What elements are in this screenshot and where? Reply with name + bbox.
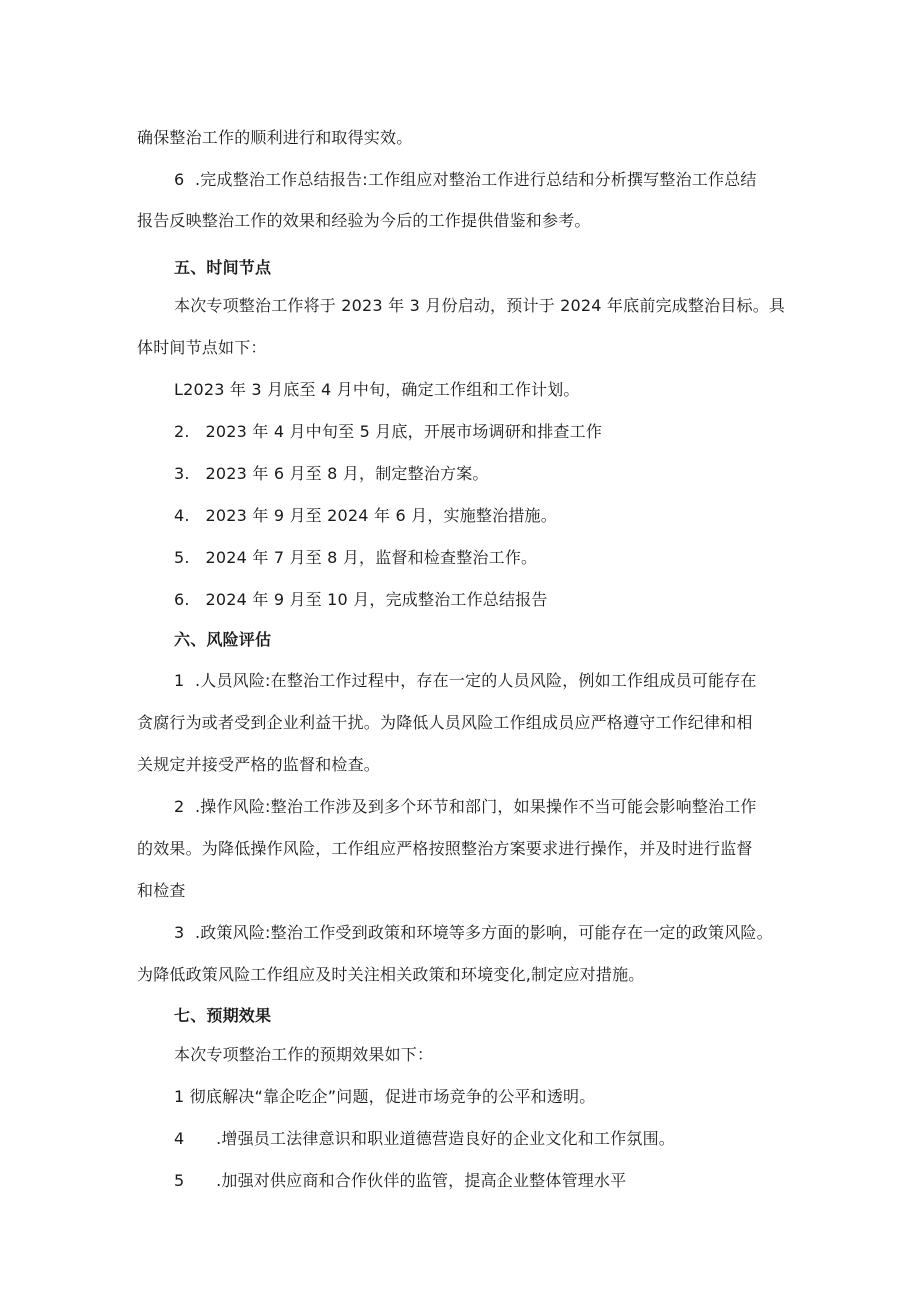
section-heading-expected-effects: 七、预期效果 [174,1006,272,1025]
risk-item-personnel: 1 .人员风险:在整治工作过程中，存在一定的人员风险，例如工作组成员可能存在 [174,671,757,690]
paragraph-line: 报告反映整治工作的效果和经验为今后的工作提供借鉴和参考。 [137,211,591,230]
effect-item: 4 .增强员工法律意识和职业道德营造良好的企业文化和工作氛围。 [174,1129,675,1148]
timeline-item: 2. 2023 年 4 月中旬至 5 月底，开展市场调研和排查工作 [174,422,603,441]
paragraph-line: 本次专项整治工作将于 2023 年 3 月份启动，预计于 2024 年底前完成整治目标。具 [174,296,786,315]
section-heading-risk: 六、风险评估 [174,630,272,649]
effect-item: 1 彻底解决“靠企吃企”问题，促进市场竞争的公平和透明。 [174,1087,596,1106]
effect-item: 5 .加强对供应商和合作伙伴的监管，提高企业整体管理水平 [174,1171,627,1190]
timeline-item: 4. 2023 年 9 月至 2024 年 6 月，实施整治措施。 [174,506,557,525]
list-item-completion-report: 6 .完成整治工作总结报告:工作组应对整治工作进行总结和分析撰写整治工作总结 [174,170,757,189]
paragraph-line: 关规定并接受严格的监督和检查。 [137,755,381,774]
section-heading-timeline: 五、时间节点 [174,258,272,277]
timeline-item: 5. 2024 年 7 月至 8 月，监督和检查整治工作。 [174,548,538,567]
timeline-item: 6. 2024 年 9 月至 10 月，完成整治工作总结报告 [174,590,548,609]
paragraph-line: 为降低政策风险工作组应及时关注相关政策和环境变化,制定应对措施。 [137,965,645,984]
paragraph-line: 本次专项整治工作的预期效果如下： [174,1045,434,1064]
paragraph-line: 确保整治工作的顺利进行和取得实效。 [137,128,413,147]
risk-item-policy: 3 .政策风险:整治工作受到政策和环境等多方面的影响，可能存在一定的政策风险。 [174,923,773,942]
paragraph-line: 贪腐行为或者受到企业利益干扰。为降低人员风险工作组成员应严格遵守工作纪律和相 [137,713,753,732]
paragraph-line: 的效果。为降低操作风险，工作组应严格按照整治方案要求进行操作，并及时进行监督 [137,839,753,858]
risk-item-operation: 2 .操作风险:整治工作涉及到多个环节和部门，如果操作不当可能会影响整治工作 [174,797,757,816]
timeline-item: 3. 2023 年 6 月至 8 月，制定整治方案。 [174,464,489,483]
timeline-item: L2023 年 3 月底至 4 月中旬，确定工作组和工作计划。 [174,380,580,399]
paragraph-line: 和检查 [137,881,186,900]
paragraph-line: 体时间节点如下： [137,338,267,357]
